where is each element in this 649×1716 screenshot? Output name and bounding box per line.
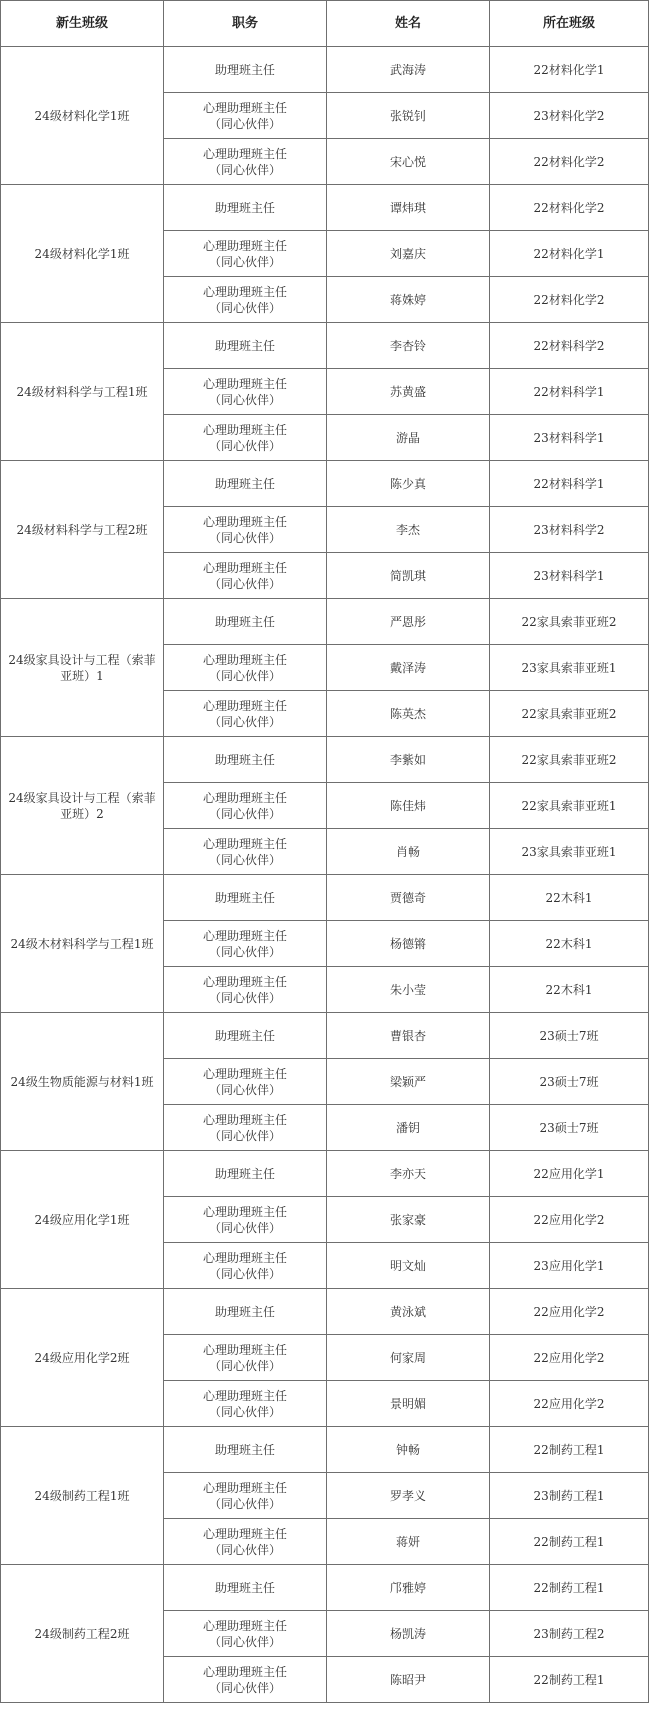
name-cell: 宋心悦 bbox=[327, 139, 490, 185]
role-label: 心理助理班主任 bbox=[202, 1388, 287, 1403]
role-label: 助理班主任 bbox=[214, 890, 275, 905]
current-class-cell: 22家具索菲亚班2 bbox=[490, 691, 649, 737]
role-label: 助理班主任 bbox=[214, 1580, 275, 1595]
current-class-cell: 23硕士7班 bbox=[490, 1105, 649, 1151]
current-class-cell: 22木科1 bbox=[490, 921, 649, 967]
table-row bbox=[1, 1013, 649, 1059]
role-sub-label: （同心伙伴） bbox=[208, 300, 281, 315]
new-class-cell: 24级应用化学2班 bbox=[1, 1289, 164, 1427]
current-class-cell: 22制药工程1 bbox=[490, 1565, 649, 1611]
role-sub-label: （同心伙伴） bbox=[208, 1404, 281, 1419]
name-cell: 张锐钊 bbox=[327, 93, 490, 139]
new-class-cell: 24级应用化学1班 bbox=[1, 1151, 164, 1289]
role-sub-label: （同心伙伴） bbox=[208, 530, 281, 545]
name-cell: 蒋姝婷 bbox=[327, 277, 490, 323]
current-class-cell: 22材料化学1 bbox=[490, 47, 649, 93]
role-label: 心理助理班主任 bbox=[202, 146, 287, 161]
role-label: 心理助理班主任 bbox=[202, 514, 287, 529]
role-cell bbox=[164, 323, 327, 369]
new-class-cell: 24级制药工程1班 bbox=[1, 1427, 164, 1565]
table-row bbox=[1, 185, 649, 231]
table-row bbox=[1, 599, 649, 645]
table-body bbox=[1, 47, 649, 1703]
role-label: 心理助理班主任 bbox=[202, 1112, 287, 1127]
name-cell: 简凯琪 bbox=[327, 553, 490, 599]
role-cell bbox=[164, 1657, 327, 1703]
table-row bbox=[1, 1427, 649, 1473]
role-cell bbox=[164, 277, 327, 323]
role-cell bbox=[164, 737, 327, 783]
role-label: 心理助理班主任 bbox=[202, 928, 287, 943]
current-class-cell: 23材料化学2 bbox=[490, 93, 649, 139]
current-class-cell: 22木科1 bbox=[490, 875, 649, 921]
role-label: 心理助理班主任 bbox=[202, 560, 287, 575]
new-class-cell: 24级家具设计与工程（索菲亚班）2 bbox=[1, 737, 164, 875]
role-label: 助理班主任 bbox=[214, 62, 275, 77]
current-class-cell: 22材料科学1 bbox=[490, 369, 649, 415]
name-cell: 陈英杰 bbox=[327, 691, 490, 737]
role-cell bbox=[164, 1243, 327, 1289]
role-sub-label: （同心伙伴） bbox=[208, 990, 281, 1005]
new-class-cell: 24级木材料科学与工程1班 bbox=[1, 875, 164, 1013]
role-cell bbox=[164, 645, 327, 691]
role-cell bbox=[164, 829, 327, 875]
role-label: 助理班主任 bbox=[214, 1166, 275, 1181]
role-label: 助理班主任 bbox=[214, 1028, 275, 1043]
role-sub-label: （同心伙伴） bbox=[208, 1680, 281, 1695]
name-cell: 曹银杏 bbox=[327, 1013, 490, 1059]
role-cell bbox=[164, 1289, 327, 1335]
current-class-cell: 22材料化学2 bbox=[490, 277, 649, 323]
name-cell: 肖畅 bbox=[327, 829, 490, 875]
role-cell bbox=[164, 553, 327, 599]
name-cell: 苏黄盛 bbox=[327, 369, 490, 415]
name-cell: 景明媚 bbox=[327, 1381, 490, 1427]
table-row bbox=[1, 47, 649, 93]
current-class-cell: 22材料科学1 bbox=[490, 461, 649, 507]
role-sub-label: （同心伙伴） bbox=[208, 1266, 281, 1281]
role-label: 助理班主任 bbox=[214, 1442, 275, 1457]
header-role: 职务 bbox=[164, 1, 327, 47]
current-class-cell: 23硕士7班 bbox=[490, 1013, 649, 1059]
role-label: 助理班主任 bbox=[214, 614, 275, 629]
current-class-cell: 23材料科学1 bbox=[490, 415, 649, 461]
name-cell: 蒋妍 bbox=[327, 1519, 490, 1565]
name-cell: 杨德锵 bbox=[327, 921, 490, 967]
current-class-cell: 22家具索菲亚班2 bbox=[490, 599, 649, 645]
current-class-cell: 22应用化学2 bbox=[490, 1197, 649, 1243]
name-cell: 陈佳炜 bbox=[327, 783, 490, 829]
role-sub-label: （同心伙伴） bbox=[208, 576, 281, 591]
header-new-class: 新生班级 bbox=[1, 1, 164, 47]
role-cell bbox=[164, 185, 327, 231]
name-cell: 贾德奇 bbox=[327, 875, 490, 921]
role-label: 心理助理班主任 bbox=[202, 284, 287, 299]
role-sub-label: （同心伙伴） bbox=[208, 254, 281, 269]
role-label: 心理助理班主任 bbox=[202, 1066, 287, 1081]
role-sub-label: （同心伙伴） bbox=[208, 1634, 281, 1649]
role-cell bbox=[164, 1473, 327, 1519]
role-label: 心理助理班主任 bbox=[202, 698, 287, 713]
current-class-cell: 22家具索菲亚班1 bbox=[490, 783, 649, 829]
current-class-cell: 22材料化学2 bbox=[490, 185, 649, 231]
role-label: 心理助理班主任 bbox=[202, 1480, 287, 1495]
name-cell: 游晶 bbox=[327, 415, 490, 461]
name-cell: 黄泳斌 bbox=[327, 1289, 490, 1335]
new-class-cell: 24级生物质能源与材料1班 bbox=[1, 1013, 164, 1151]
table-row bbox=[1, 323, 649, 369]
role-cell bbox=[164, 1059, 327, 1105]
name-cell: 李亦天 bbox=[327, 1151, 490, 1197]
current-class-cell: 23应用化学1 bbox=[490, 1243, 649, 1289]
current-class-cell: 23制药工程2 bbox=[490, 1611, 649, 1657]
role-cell bbox=[164, 1105, 327, 1151]
table-row bbox=[1, 875, 649, 921]
role-cell bbox=[164, 231, 327, 277]
name-cell: 罗孝义 bbox=[327, 1473, 490, 1519]
role-label: 心理助理班主任 bbox=[202, 1342, 287, 1357]
new-class-cell: 24级家具设计与工程（索菲亚班）1 bbox=[1, 599, 164, 737]
name-cell: 谭炜琪 bbox=[327, 185, 490, 231]
role-cell bbox=[164, 369, 327, 415]
role-sub-label: （同心伙伴） bbox=[208, 1082, 281, 1097]
name-cell: 何家周 bbox=[327, 1335, 490, 1381]
role-label: 心理助理班主任 bbox=[202, 1250, 287, 1265]
role-sub-label: （同心伙伴） bbox=[208, 162, 281, 177]
current-class-cell: 23制药工程1 bbox=[490, 1473, 649, 1519]
current-class-cell: 23材料科学1 bbox=[490, 553, 649, 599]
role-label: 心理助理班主任 bbox=[202, 422, 287, 437]
role-cell bbox=[164, 1151, 327, 1197]
role-label: 助理班主任 bbox=[214, 476, 275, 491]
name-cell: 明文灿 bbox=[327, 1243, 490, 1289]
role-label: 心理助理班主任 bbox=[202, 790, 287, 805]
current-class-cell: 22应用化学2 bbox=[490, 1335, 649, 1381]
name-cell: 张家豪 bbox=[327, 1197, 490, 1243]
current-class-cell: 22制药工程1 bbox=[490, 1657, 649, 1703]
name-cell: 邝雅婷 bbox=[327, 1565, 490, 1611]
role-sub-label: （同心伙伴） bbox=[208, 116, 281, 131]
table-row bbox=[1, 1289, 649, 1335]
new-class-cell: 24级材料科学与工程2班 bbox=[1, 461, 164, 599]
role-cell bbox=[164, 93, 327, 139]
role-cell bbox=[164, 139, 327, 185]
role-label: 心理助理班主任 bbox=[202, 652, 287, 667]
table-row bbox=[1, 1565, 649, 1611]
name-cell: 杨凯涛 bbox=[327, 1611, 490, 1657]
new-class-cell: 24级材料化学1班 bbox=[1, 47, 164, 185]
role-label: 心理助理班主任 bbox=[202, 836, 287, 851]
role-sub-label: （同心伙伴） bbox=[208, 714, 281, 729]
role-label: 助理班主任 bbox=[214, 338, 275, 353]
current-class-cell: 22木科1 bbox=[490, 967, 649, 1013]
table-row bbox=[1, 737, 649, 783]
role-cell bbox=[164, 415, 327, 461]
name-cell: 武海涛 bbox=[327, 47, 490, 93]
header-name: 姓名 bbox=[327, 1, 490, 47]
role-cell bbox=[164, 691, 327, 737]
role-cell bbox=[164, 461, 327, 507]
role-sub-label: （同心伙伴） bbox=[208, 806, 281, 821]
role-sub-label: （同心伙伴） bbox=[208, 1496, 281, 1511]
current-class-cell: 23硕士7班 bbox=[490, 1059, 649, 1105]
role-sub-label: （同心伙伴） bbox=[208, 852, 281, 867]
role-cell bbox=[164, 1335, 327, 1381]
role-sub-label: （同心伙伴） bbox=[208, 1542, 281, 1557]
current-class-cell: 22材料化学2 bbox=[490, 139, 649, 185]
role-label: 心理助理班主任 bbox=[202, 974, 287, 989]
name-cell: 李杰 bbox=[327, 507, 490, 553]
current-class-cell: 23家具索菲亚班1 bbox=[490, 645, 649, 691]
current-class-cell: 22应用化学2 bbox=[490, 1381, 649, 1427]
current-class-cell: 22材料化学1 bbox=[490, 231, 649, 277]
name-cell: 严恩彤 bbox=[327, 599, 490, 645]
role-cell bbox=[164, 1197, 327, 1243]
name-cell: 戴泽涛 bbox=[327, 645, 490, 691]
name-cell: 陈昭尹 bbox=[327, 1657, 490, 1703]
role-sub-label: （同心伙伴） bbox=[208, 1358, 281, 1373]
name-cell: 梁颖严 bbox=[327, 1059, 490, 1105]
role-sub-label: （同心伙伴） bbox=[208, 392, 281, 407]
current-class-cell: 22应用化学1 bbox=[490, 1151, 649, 1197]
role-label: 心理助理班主任 bbox=[202, 1526, 287, 1541]
role-label: 心理助理班主任 bbox=[202, 100, 287, 115]
role-sub-label: （同心伙伴） bbox=[208, 438, 281, 453]
new-class-cell: 24级材料化学1班 bbox=[1, 185, 164, 323]
current-class-cell: 22制药工程1 bbox=[490, 1519, 649, 1565]
new-class-cell: 24级制药工程2班 bbox=[1, 1565, 164, 1703]
role-cell bbox=[164, 1519, 327, 1565]
role-cell bbox=[164, 599, 327, 645]
table-row bbox=[1, 461, 649, 507]
header-row bbox=[1, 1, 649, 47]
name-cell: 朱小莹 bbox=[327, 967, 490, 1013]
current-class-cell: 22材料科学2 bbox=[490, 323, 649, 369]
role-cell bbox=[164, 1611, 327, 1657]
name-cell: 陈少真 bbox=[327, 461, 490, 507]
new-class-cell: 24级材料科学与工程1班 bbox=[1, 323, 164, 461]
role-cell bbox=[164, 1381, 327, 1427]
role-cell bbox=[164, 967, 327, 1013]
name-cell: 刘嘉庆 bbox=[327, 231, 490, 277]
current-class-cell: 22应用化学2 bbox=[490, 1289, 649, 1335]
role-label: 心理助理班主任 bbox=[202, 376, 287, 391]
current-class-cell: 22制药工程1 bbox=[490, 1427, 649, 1473]
role-cell bbox=[164, 875, 327, 921]
name-cell: 钟畅 bbox=[327, 1427, 490, 1473]
role-cell bbox=[164, 1013, 327, 1059]
role-sub-label: （同心伙伴） bbox=[208, 1128, 281, 1143]
table-row bbox=[1, 1151, 649, 1197]
name-cell: 潘钥 bbox=[327, 1105, 490, 1151]
header-current-class: 所在班级 bbox=[490, 1, 649, 47]
role-sub-label: （同心伙伴） bbox=[208, 1220, 281, 1235]
role-cell bbox=[164, 1565, 327, 1611]
current-class-cell: 22家具索菲亚班2 bbox=[490, 737, 649, 783]
role-label: 心理助理班主任 bbox=[202, 1618, 287, 1633]
name-cell: 李紫如 bbox=[327, 737, 490, 783]
role-label: 助理班主任 bbox=[214, 200, 275, 215]
role-cell bbox=[164, 921, 327, 967]
role-cell bbox=[164, 47, 327, 93]
role-label: 心理助理班主任 bbox=[202, 1664, 287, 1679]
current-class-cell: 23材料科学2 bbox=[490, 507, 649, 553]
name-cell: 李杏铃 bbox=[327, 323, 490, 369]
role-label: 心理助理班主任 bbox=[202, 238, 287, 253]
role-label: 助理班主任 bbox=[214, 1304, 275, 1319]
role-cell bbox=[164, 783, 327, 829]
current-class-cell: 23家具索菲亚班1 bbox=[490, 829, 649, 875]
role-cell bbox=[164, 507, 327, 553]
role-label: 助理班主任 bbox=[214, 752, 275, 767]
role-cell bbox=[164, 1427, 327, 1473]
role-sub-label: （同心伙伴） bbox=[208, 944, 281, 959]
role-label: 心理助理班主任 bbox=[202, 1204, 287, 1219]
role-sub-label: （同心伙伴） bbox=[208, 668, 281, 683]
